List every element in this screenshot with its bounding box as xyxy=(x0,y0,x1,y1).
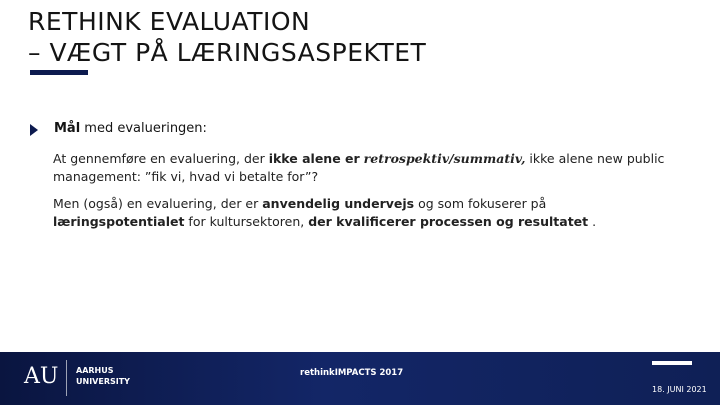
footer-date: 18. JUNI 2021 xyxy=(652,385,707,394)
p2-text-d: . xyxy=(588,214,597,229)
p2-bold-b: læringspotentialet xyxy=(53,214,185,229)
paragraph-2-line-2 xyxy=(53,213,596,231)
paragraph-1-line-1 xyxy=(53,150,664,168)
university-name-line-2: UNIVERSITY xyxy=(76,377,130,386)
footer-dash-icon xyxy=(652,361,692,365)
p1-italic-bold: retrospektiv/summativ, xyxy=(363,151,526,166)
title-line-1: RETHINK EVALUATION xyxy=(28,7,311,36)
paragraph-1-line-2: management: ”fik vi, hvad vi betalte for”? xyxy=(53,169,319,184)
au-logo-mark: AU xyxy=(24,364,59,389)
bullet-text xyxy=(54,121,207,136)
p2-bold-c: der kvalificerer processen og resultatet xyxy=(308,214,589,229)
title-line-2: – VÆGT PÅ LÆRINGSASPEKTET xyxy=(28,38,427,67)
footer-bar xyxy=(0,352,720,405)
paragraph-1 xyxy=(53,150,664,186)
p1-bold-a: ikke alene er xyxy=(268,151,360,166)
triangle-bullet-icon xyxy=(30,124,38,136)
p2-bold-a: anvendelig undervejs xyxy=(262,196,415,211)
bullet-label-rest: med evalueringen: xyxy=(80,121,207,136)
university-name-line-1: AARHUS xyxy=(76,366,114,375)
p2-text-a: Men (også) en evaluering, der er xyxy=(53,196,263,211)
p1-text-a: At gennemføre en evaluering, der xyxy=(53,151,269,166)
bullet-label-bold: Mål xyxy=(54,121,81,136)
logo-divider xyxy=(66,360,67,396)
p2-text-c: for kultursektoren, xyxy=(184,214,309,229)
paragraph-2 xyxy=(53,195,596,231)
paragraph-2-line-1 xyxy=(53,195,596,213)
bullet-item xyxy=(30,121,207,136)
university-name xyxy=(76,365,130,387)
p1-text-c: ikke alene new public xyxy=(525,151,665,166)
page-title xyxy=(28,6,426,68)
p2-text-b: og som fokuserer på xyxy=(414,196,547,211)
title-underline-bar xyxy=(30,70,88,75)
footer-event-name: rethinkIMPACTS 2017 xyxy=(300,368,404,378)
